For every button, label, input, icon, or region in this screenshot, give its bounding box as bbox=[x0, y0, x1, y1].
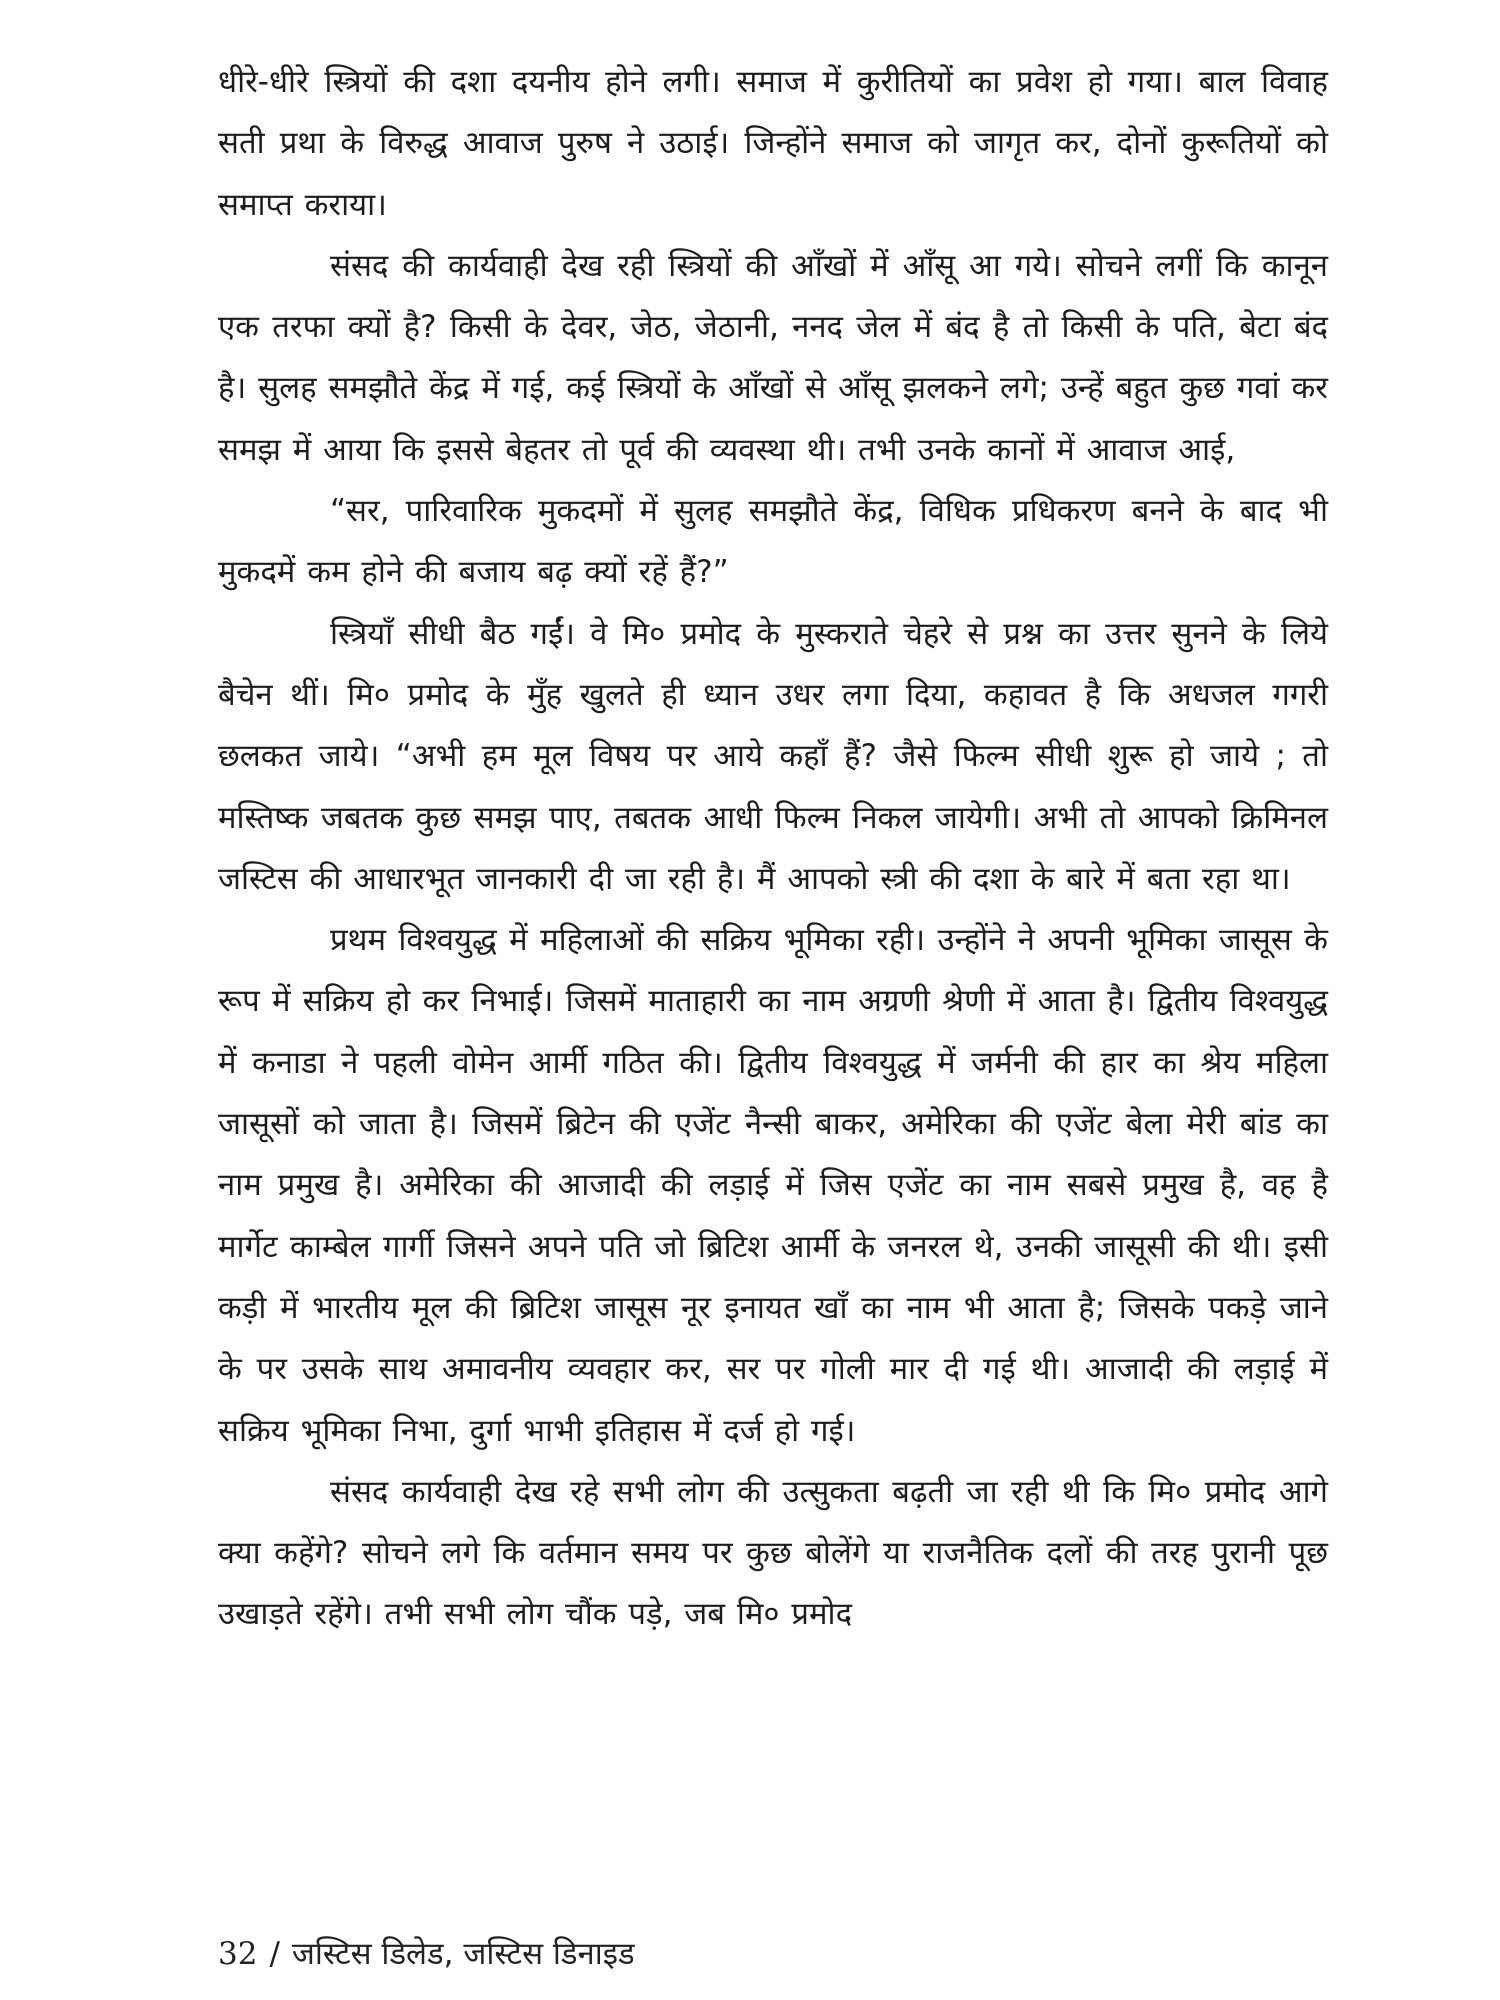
book-title: जस्टिस डिलेड, जस्टिस डिनाइड bbox=[291, 1936, 635, 1972]
footer-separator: / bbox=[269, 1936, 280, 1972]
page-footer bbox=[218, 1934, 635, 1974]
paragraph-4: स्त्रियाँ सीधी बैठ गईं। वे मि० प्रमोद के मुस्कराते चेहरे से प्रश्न का उत्तर सुनने के लिये बैचेन थीं। मि० प्रमोद के मुँह खुलते ही ध्यान उधर लगा दिया, कहावत है कि अधजल गगरी छलकत जाये। “अभी हम मूल विषय पर आये कहाँ हैं? जैसे फिल्म सीधी शुरू हो जाये ; तो मस्तिष्क जबतक कुछ समझ पाए, तबतक आधी फिल्म निकल जायेगी। अभी तो आपको क्रिमिनल जस्टिस की आधारभूत जानकारी दी जा रही है। मैं आपको स्त्री की दशा के बारे में बता रहा था। bbox=[218, 615, 1328, 897]
paragraph-2: संसद की कार्यवाही देख रही स्त्रियों की आँखों में आँसू आ गये। सोचने लगीं कि कानून एक तरफा क्यों है? किसी के देवर, जेठ, जेठानी, ननद जेल में बंद है तो किसी के पति, बेटा बंद है। सुलह समझौते केंद्र में गई, कई स्त्रियों के आँखों से आँसू झलकने लगे; उन्हें बहुत कुछ गवां कर समझ में आया कि इससे बेहतर तो पूर्व की व्यवस्था थी। तभी उनके कानों में आवाज आई, bbox=[218, 247, 1328, 468]
page-number: 32 bbox=[218, 1936, 258, 1972]
paragraph-3: “सर, पारिवारिक मुकदमों में सुलह समझौते केंद्र, विधिक प्रधिकरण बनने के बाद भी मुकदमें कम होने की बजाय बढ़ क्यों रहें हैं?” bbox=[218, 493, 1328, 591]
paragraph-5: प्रथम विश्वयुद्ध में महिलाओं की सक्रिय भूमिका रही। उन्होंने ने अपनी भूमिका जासूस के रूप में सक्रिय हो कर निभाई। जिसमें माताहारी का नाम अग्रणी श्रेणी में आता है। द्वितीय विश्वयुद्ध में कनाडा ने पहली वोमेन आर्मी गठित की। द्वितीय विश्वयुद्ध में जर्मनी की हार का श्रेय महिला जासूसों को जाता है। जिसमें ब्रिटेन की एजेंट नैन्सी बाकर, अमेरिका की एजेंट बेला मेरी बांड का नाम प्रमुख है। अमेरिका की आजादी की लड़ाई में जिस एजेंट का नाम सबसे प्रमुख है, वह है मार्गेट काम्बेल गार्गी जिसने अपने पति जो ब्रिटिश आर्मी के जनरल थे, उनकी जासूसी की थी। इसी कड़ी में भारतीय मूल की ब्रिटिश जासूस नूर इनायत खाँ का नाम भी आता है; जिसके पकड़े जाने के पर उसके साथ अमावनीय व्यवहार कर, सर पर गोली मार दी गई थी। आजादी की लड़ाई में सक्रिय भूमिका निभा, दुर्गा भाभी इतिहास में दर्ज हो गई। bbox=[218, 922, 1328, 1449]
book-page bbox=[218, 52, 1328, 1902]
paragraph-1: धीरे-धीरे स्त्रियों की दशा दयनीय होने लगी। समाज में कुरीतियों का प्रवेश हो गया। बाल विवाह सती प्रथा के विरुद्ध आवाज पुरुष ने उठाई। जिन्होंने समाज को जागृत कर, दोनों कुरूतियों को समाप्त कराया। bbox=[218, 64, 1328, 223]
body-text bbox=[218, 52, 1328, 1646]
paragraph-6: संसद कार्यवाही देख रहे सभी लोग की उत्सुकता बढ़ती जा रही थी कि मि० प्रमोद आगे क्या कहेंगे? सोचने लगे कि वर्तमान समय पर कुछ बोलेंगे या राजनैतिक दलों की तरह पुरानी पूछ उखाड़ते रहेंगे। तभी सभी लोग चौंक पड़े, जब मि० प्रमोद bbox=[218, 1473, 1328, 1633]
